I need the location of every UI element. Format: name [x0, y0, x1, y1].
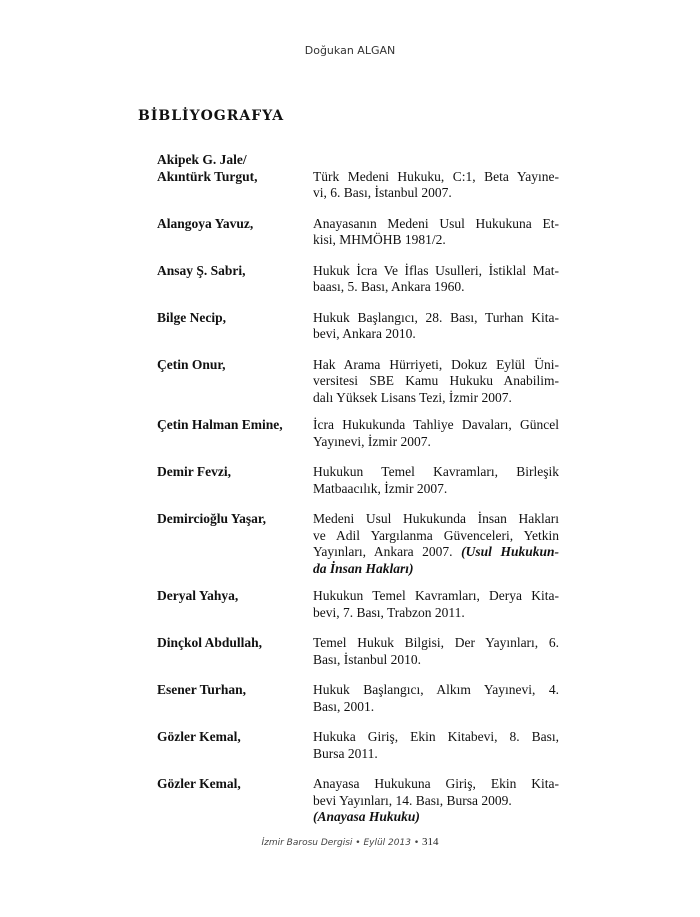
reference-line: versitesi SBE Kamu Hukuku Anabilim-	[313, 373, 559, 388]
author-line: Dinçkol Abdullah,	[157, 635, 263, 650]
page-number: 314	[422, 836, 439, 848]
reference-emphasis: da İnsan Hakları)	[313, 560, 414, 576]
entry-author	[157, 417, 313, 450]
entry-reference	[313, 216, 559, 249]
entry-author	[157, 464, 313, 497]
entry-author	[157, 729, 313, 762]
reference-line: Temel Hukuk Bilgisi, Der Yayınları, 6.	[313, 635, 559, 650]
entry-author	[157, 152, 313, 202]
reference-line: Hak Arama Hürriyeti, Dokuz Eylül Üni-	[313, 356, 559, 372]
bibliography-list	[157, 152, 559, 826]
reference-line: dalı Yüksek Lisans Tezi, İzmir 2007.	[313, 389, 512, 405]
entry-reference	[313, 357, 559, 407]
bibliography-entry	[157, 216, 559, 249]
reference-line: Anayasanın Medeni Usul Hukukuna Et-	[313, 215, 559, 231]
entry-author	[157, 682, 313, 715]
author-line: Alangoya Yavuz,	[157, 215, 254, 231]
entry-reference	[313, 263, 559, 296]
reference-line: Bası, 2001.	[313, 698, 375, 714]
reference-line: Hukuk Başlangıcı, Alkım Yayınevi, 4.	[313, 682, 559, 697]
reference-line: Hukuk Başlangıcı, 28. Bası, Turhan Kita-	[313, 309, 559, 325]
footer-separator: •	[355, 838, 361, 848]
reference-line: vi, 6. Bası, İstanbul 2007.	[313, 185, 452, 200]
author-line: Esener Turhan,	[157, 682, 247, 697]
reference-line: bevi, Ankara 2010.	[313, 326, 416, 341]
bibliography-entry	[157, 729, 559, 762]
author-line: Demircioğlu Yaşar,	[157, 511, 266, 526]
reference-line: Hukukun Temel Kavramları, Derya Kita-	[313, 588, 559, 603]
entry-reference	[313, 776, 559, 826]
reference-line: kisi, MHMÖHB 1981/2.	[313, 232, 446, 247]
entry-reference	[313, 310, 559, 343]
footer-separator-2: •	[413, 838, 420, 848]
section-title: BİBLİYOGRAFYA	[138, 108, 285, 124]
entry-reference	[313, 464, 559, 497]
reference-line: Matbaacılık, İzmir 2007.	[313, 480, 448, 496]
reference-line: Türk Medeni Hukuku, C:1, Beta Yayıne-	[313, 168, 559, 184]
entry-reference	[313, 511, 559, 577]
entry-reference	[313, 152, 559, 202]
reference-line: Bası, İstanbul 2010.	[313, 651, 421, 667]
entry-author	[157, 263, 313, 296]
author-line: Ansay Ş. Sabri,	[157, 262, 246, 278]
entry-author	[157, 635, 313, 668]
entry-author	[157, 511, 313, 577]
author-line: Çetin Halman Emine,	[157, 417, 283, 432]
reference-line: İcra Hukukunda Tahliye Davaları, Güncel	[313, 417, 559, 432]
footer-issue: Eylül 2013	[363, 838, 411, 848]
bibliography-entry	[157, 588, 559, 621]
reference-line: Hukukun Temel Kavramları, Birleşik	[313, 464, 559, 479]
reference-line: Medeni Usul Hukukunda İnsan Hakları	[313, 511, 559, 526]
bibliography-entry	[157, 635, 559, 668]
reference-text: bevi Yayınları, 14. Bası, Bursa 2009.	[313, 792, 512, 808]
entry-reference	[313, 417, 559, 450]
reference-line: Anayasa Hukukuna Giriş, Ekin Kita-	[313, 776, 559, 791]
entry-reference	[313, 729, 559, 762]
bibliography-entry	[157, 417, 559, 450]
reference-line: bevi, 7. Bası, Trabzon 2011.	[313, 604, 465, 620]
author-line: Gözler Kemal,	[157, 776, 241, 791]
bibliography-entry	[157, 464, 559, 497]
author-line: Demir Fevzi,	[157, 464, 231, 479]
bibliography-entry	[157, 776, 559, 826]
entry-author	[157, 310, 313, 343]
bibliography-entry	[157, 152, 559, 202]
entry-reference	[313, 682, 559, 715]
reference-line: baası, 5. Bası, Ankara 1960.	[313, 279, 465, 294]
entry-author	[157, 357, 313, 407]
bibliography-entry	[157, 682, 559, 715]
page-footer	[0, 836, 700, 848]
bibliography-entry	[157, 310, 559, 343]
reference-line: Hukuka Giriş, Ekin Kitabevi, 8. Bası,	[313, 729, 559, 744]
reference-line: ve Adil Yargılanma Güvenceleri, Yetkin	[313, 527, 559, 543]
entry-reference	[313, 635, 559, 668]
entry-author	[157, 776, 313, 826]
bibliography-entry	[157, 511, 559, 577]
bibliography-entry	[157, 263, 559, 296]
reference-line: Hukuk İcra Ve İflas Usulleri, İstiklal Mat-	[313, 262, 559, 278]
entry-reference	[313, 588, 559, 621]
author-line: Gözler Kemal,	[157, 729, 241, 744]
author-line: Bilge Necip,	[157, 309, 226, 325]
author-line: Çetin Onur,	[157, 356, 226, 372]
reference-spacer	[313, 152, 559, 169]
reference-text: Yayınları, Ankara 2007.	[313, 544, 453, 559]
entry-author	[157, 216, 313, 249]
reference-line: Yayınevi, İzmir 2007.	[313, 433, 431, 449]
footer-journal: İzmir Barosu Dergisi	[261, 838, 353, 848]
bibliography-entry	[157, 357, 559, 407]
reference-emphasis: (Anayasa Hukuku)	[313, 809, 420, 824]
author-line: Akıntürk Turgut,	[157, 168, 258, 184]
reference-line	[313, 544, 559, 561]
reference-line: Bursa 2011.	[313, 745, 378, 761]
reference-line	[313, 793, 559, 810]
author-line: Akipek G. Jale/	[157, 152, 247, 167]
author-line: Deryal Yahya,	[157, 588, 239, 603]
reference-emphasis: (Usul Hukukun-	[461, 544, 559, 559]
entry-author	[157, 588, 313, 621]
running-header: Doğukan ALGAN	[304, 44, 396, 57]
